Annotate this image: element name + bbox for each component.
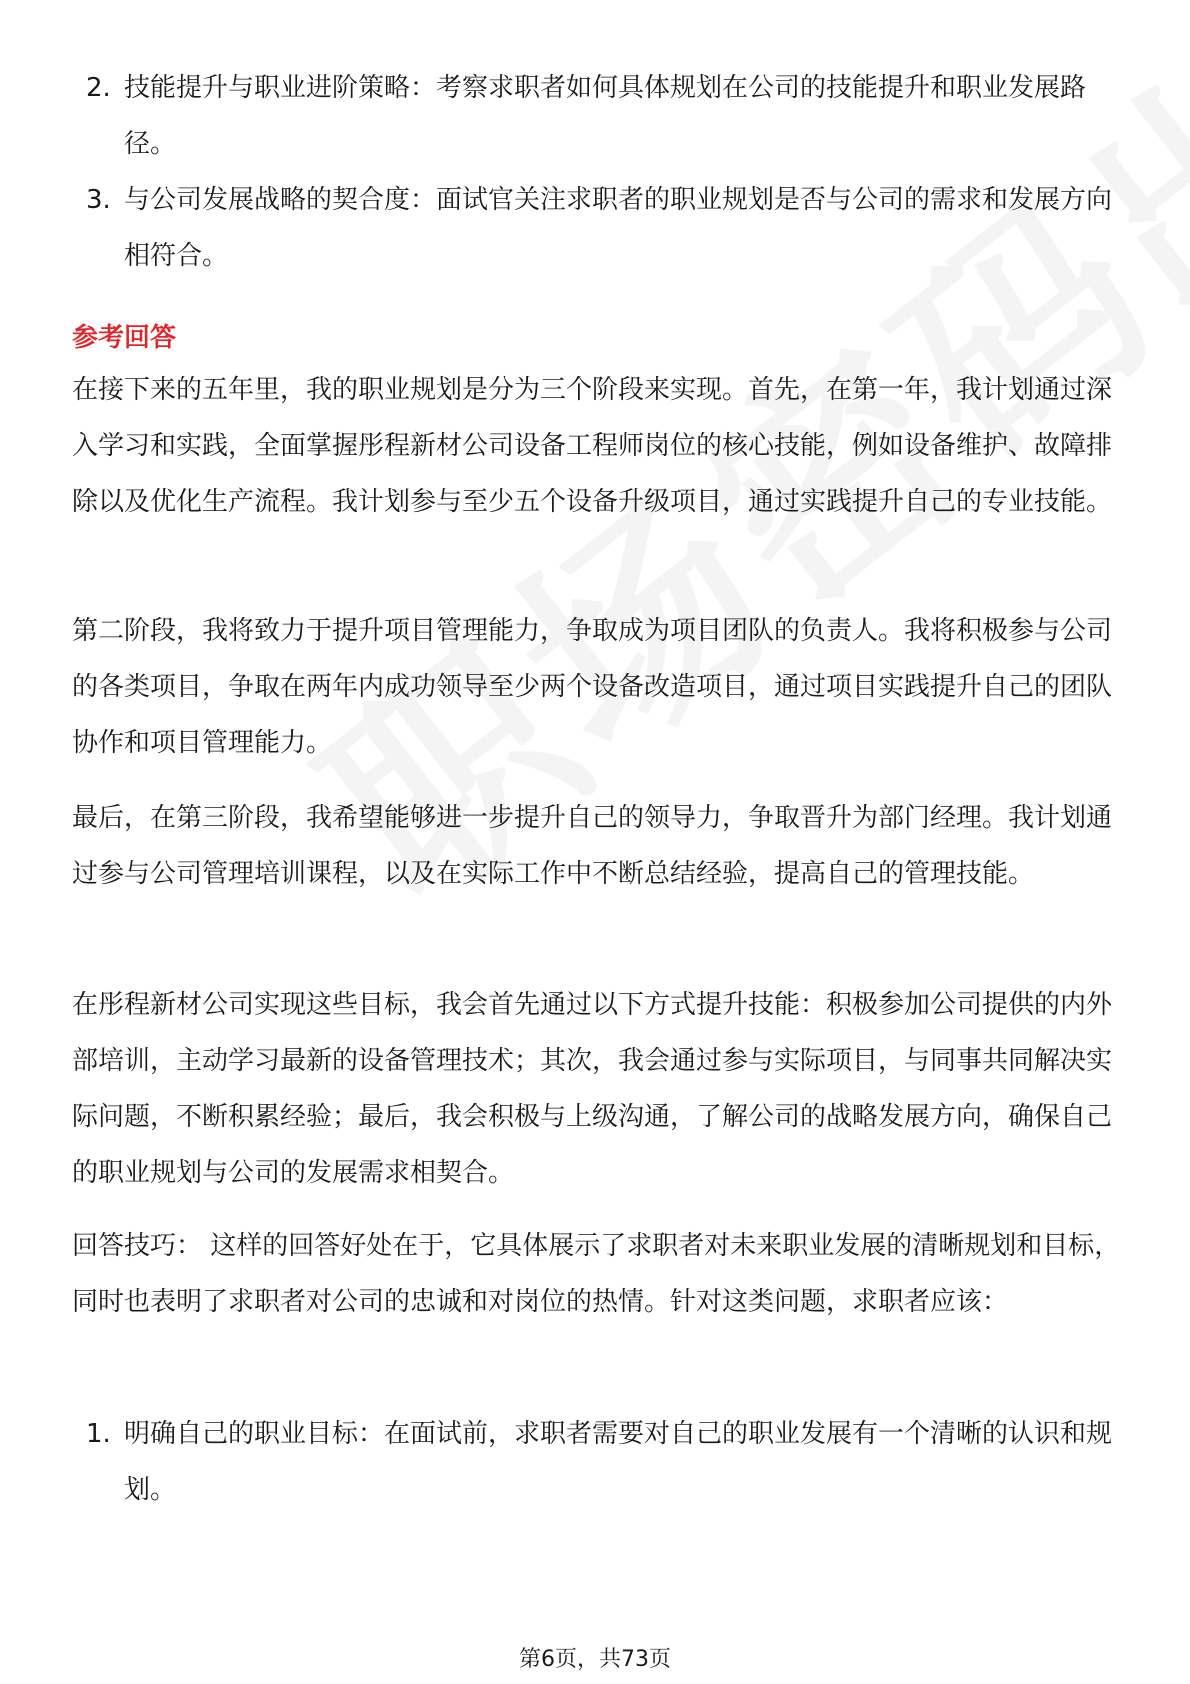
list-item <box>72 60 1122 172</box>
list-text: 技能提升与职业进阶策略：考察求职者如何具体规划在公司的技能提升和职业发展路径。 <box>124 73 1087 159</box>
answer-tips-paragraph: 回答技巧： 这样的回答好处在于，它具体展示了求职者对未来职业发展的清晰规划和目标，同时也表明了求职者对公司的忠诚和对岗位的热情。针对这类问题，求职者应该： <box>72 1231 1121 1317</box>
list-number: 1. <box>86 1419 111 1449</box>
answer-paragraph-3: 最后，在第三阶段，我希望能够进一步提升自己的领导力，争取晋升为部门经理。我计划通过参与公司管理培训课程，以及在实际工作中不断总结经验，提高自己的管理技能。 <box>72 803 1113 889</box>
list-number: 3. <box>86 185 111 215</box>
answer-paragraph-4: 在彤程新材公司实现这些目标，我会首先通过以下方式提升技能：积极参加公司提供的内外部培训，主动学习最新的设备管理技术；其次，我会通过参与实际项目，与同事共同解决实际问题，不断积累经验；最后，我会积极与上级沟通，了解公司的战略发展方向，确保自己的职业规划与公司的发展需求相契合。 <box>72 990 1113 1188</box>
tips-list <box>72 1406 1122 1518</box>
list-number: 2. <box>86 73 111 103</box>
list-item <box>72 1406 1122 1518</box>
answer-paragraph-1: 在接下来的五年里，我的职业规划是分为三个阶段来实现。首先，在第一年，我计划通过深入学习和实践，全面掌握彤程新材公司设备工程师岗位的核心技能，例如设备维护、故障排除以及优化生产流程。我计划参与至少五个设备升级项目，通过实践提升自己的专业技能。 <box>72 375 1113 517</box>
criteria-list <box>72 60 1122 284</box>
list-text: 与公司发展战略的契合度：面试官关注求职者的职业规划是否与公司的需求和发展方向相符合。 <box>124 185 1113 271</box>
page-footer: 第6页，共73页 <box>519 1647 671 1672</box>
list-text: 明确自己的职业目标：在面试前，求职者需要对自己的职业发展有一个清晰的认识和规划。 <box>124 1419 1113 1505</box>
answer-paragraph-2: 第二阶段，我将致力于提升项目管理能力，争取成为项目团队的负责人。我将积极参与公司的各类项目，争取在两年内成功领导至少两个设备改造项目，通过项目实践提升自己的团队协作和项目管理能力。 <box>72 616 1113 758</box>
list-item <box>72 172 1122 284</box>
section-heading: 参考回答 <box>72 323 177 353</box>
